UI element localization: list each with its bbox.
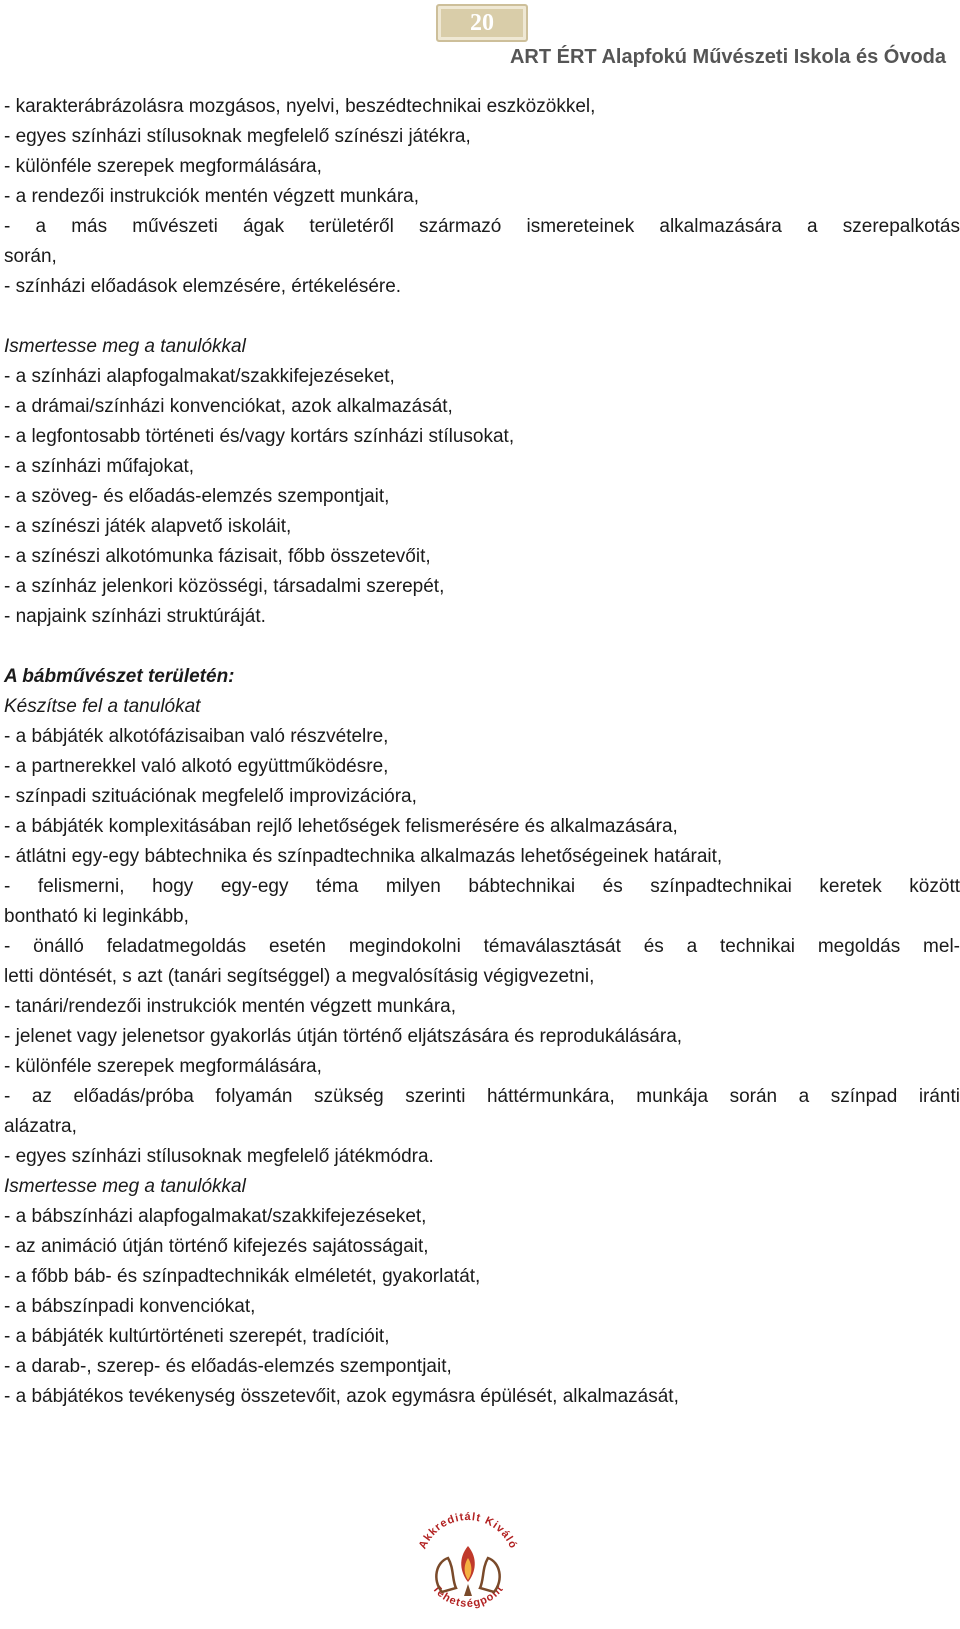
list-item: során, (4, 246, 57, 267)
section-puppetry-knowledge (4, 1172, 960, 1412)
list-item: bontható ki leginkább, (4, 906, 189, 927)
list-item: - a bábjátékos tevékenység összetevőit, azok egymásra épülését, alkalmazását, (4, 1386, 679, 1407)
list-item: - tanári/rendezői instrukciók mentén végzett munkára, (4, 996, 456, 1017)
section-title: A bábművészet területén: (4, 666, 235, 687)
list-item: - a szöveg- és előadás-elemzés szempontjait, (4, 486, 390, 507)
hands-flame-icon (408, 1496, 528, 1624)
list-item: - a színház jelenkori közösségi, társadalmi szerepét, (4, 576, 445, 597)
svg-text:Tehetségpont: Tehetségpont (429, 1582, 507, 1611)
list-item: - a rendezői instrukciók mentén végzett munkára, (4, 186, 420, 207)
list-item: - a színházi műfajokat, (4, 456, 195, 477)
list-item: - a bábjáték kultúrtörténeti szerepét, tradícióit, (4, 1326, 390, 1347)
list-item: - a drámai/színházi konvenciókat, azok alkalmazását, (4, 396, 453, 417)
section-heading: Ismertesse meg a tanulókkal (4, 336, 246, 357)
list-item: - egyes színházi stílusoknak megfelelő játékmódra. (4, 1146, 434, 1167)
list-item: - a darab-, szerep- és előadás-elemzés szempontjait, (4, 1356, 452, 1377)
list-item: - különféle szerepek megformálására, (4, 156, 322, 177)
list-item: - a bábszínházi alapfogalmakat/szakkifejezéseket, (4, 1206, 427, 1227)
list-item: letti döntését, s azt (tanári segítséggel) a megvalósításig végigvezetni, (4, 966, 595, 987)
section-theatre-skills (4, 92, 960, 302)
list-item: - felismerni, hogy egy-egy téma milyen bábtechnikai és színpadtechnikai keretek között (4, 876, 960, 897)
document-body (4, 92, 960, 1412)
section-puppetry-skills (4, 662, 960, 1172)
list-item: - a színházi alapfogalmakat/szakkifejezéseket, (4, 366, 395, 387)
list-item: - jelenet vagy jelenetsor gyakorlás útján történő eljátszására és reprodukálására, (4, 1026, 683, 1047)
section-theatre-knowledge (4, 332, 960, 632)
list-item: - a bábszínpadi konvenciókat, (4, 1296, 256, 1317)
list-item: - napjaink színházi struktúráját. (4, 606, 266, 627)
section-heading: Készítse fel a tanulókat (4, 696, 201, 717)
list-item: - a legfontosabb történeti és/vagy kortárs színházi stílusokat, (4, 426, 515, 447)
list-item: - a partnerekkel való alkotó együttműködésre, (4, 756, 389, 777)
page-number: 20 (436, 4, 528, 42)
list-item: - a főbb báb- és színpadtechnikák elméletét, gyakorlatát, (4, 1266, 481, 1287)
list-item: - egyes színházi stílusoknak megfelelő színészi játékra, (4, 126, 471, 147)
svg-text:Akkreditált Kiváló: Akkreditált Kiváló (416, 1511, 520, 1552)
list-item: - a bábjáték komplexitásában rejlő lehetőségek felismerésére és alkalmazására, (4, 816, 678, 837)
list-item: - karakterábrázolásra mozgásos, nyelvi, beszédtechnikai eszközökkel, (4, 96, 596, 117)
list-item: - színházi előadások elemzésére, értékelésére. (4, 276, 402, 297)
list-item: - a bábjáték alkotófázisaiban való részvételre, (4, 726, 389, 747)
page-header (0, 0, 960, 80)
talent-point-logo (408, 1496, 528, 1624)
list-item: - a színészi alkotómunka fázisait, főbb összetevőit, (4, 546, 431, 567)
list-item: - az előadás/próba folyamán szükség szerinti háttérmunkára, munkája során a színpad iránti (4, 1086, 960, 1107)
list-item: - a más művészeti ágak területéről származó ismereteinek alkalmazására a szerepalkotás (4, 216, 960, 237)
list-item: - a színészi játék alapvető iskoláit, (4, 516, 292, 537)
list-item: - különféle szerepek megformálására, (4, 1056, 322, 1077)
school-name: ART ÉRT Alapfokú Művészeti Iskola és Óvoda (509, 46, 946, 68)
list-item: - az animáció útján történő kifejezés sajátosságait, (4, 1236, 429, 1257)
list-item: alázatra, (4, 1116, 77, 1137)
list-item: - színpadi szituációnak megfelelő improvizációra, (4, 786, 417, 807)
list-item: - átlátni egy-egy bábtechnika és színpadtechnika alkalmazás lehetőségeinek határait, (4, 846, 723, 867)
list-item: - önálló feladatmegoldás esetén megindokolni témaválasztását és a technikai megoldás mel- (4, 936, 960, 957)
section-heading: Ismertesse meg a tanulókkal (4, 1176, 246, 1197)
